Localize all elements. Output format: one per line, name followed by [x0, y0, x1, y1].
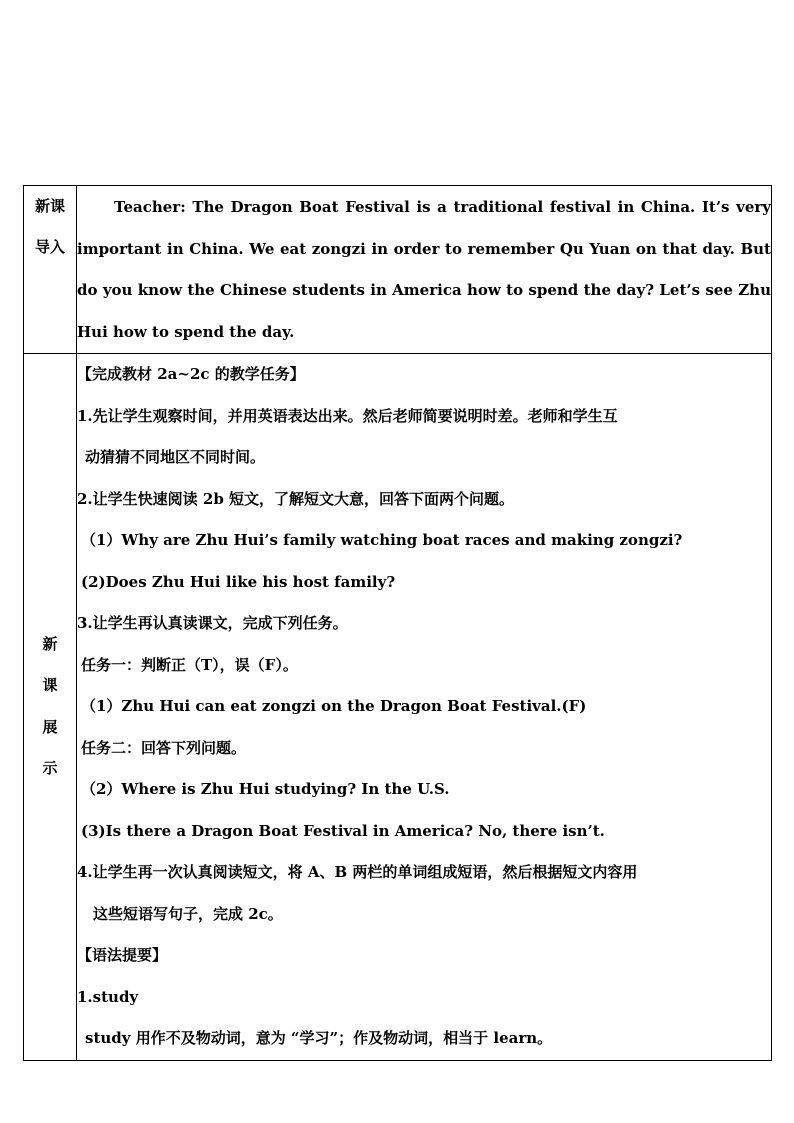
show-label-char: 展: [42, 717, 58, 736]
task2-item-1: （2）Where is Zhu Hui studying? In the U.S.: [81, 780, 450, 798]
task2-item-2: (3)Is there a Dragon Boat Festival in America? No, there isn’t.: [81, 821, 605, 840]
step1-line2: 动猜猜不同地区不同时间。: [85, 448, 266, 466]
task1-label: 任务一：判断正（T），误（F）。: [81, 655, 298, 674]
intro-label-line2: 导入: [34, 238, 65, 256]
intro-content-cell: [77, 186, 772, 354]
intro-text: Teacher: The Dragon Boat Festival is a traditional festival in China. It’s very important in China. We eat zongzi in order to remember Qu Yuan on that day. But do you know the Chinese students in America how to spend the day? Let’s see Zhu Hui how to spend the day.: [77, 198, 771, 341]
intro-row: [24, 186, 772, 354]
show-row: [24, 354, 772, 1061]
step2-line: 2.让学生快速阅读 2b 短文，了解短文大意，回答下面两个问题。: [77, 489, 515, 508]
question-2: (2)Does Zhu Hui like his host family?: [81, 572, 396, 591]
step4-line1: 4.让学生再一次认真阅读短文，将 A、B 两栏的单词组成短语，然后根据短文内容用: [77, 863, 638, 881]
show-label-char: 示: [42, 759, 58, 778]
intro-label-cell: [24, 186, 77, 354]
show-label-char: 新: [42, 634, 58, 653]
grammar-item: 1.study: [77, 987, 139, 1006]
task2-label: 任务二：回答下列问题。: [81, 738, 247, 757]
intro-label-line1: 新课: [34, 197, 65, 215]
task-heading: 【完成教材 2a~2c 的教学任务】: [77, 365, 305, 383]
task1-item: （1）Zhu Hui can eat zongzi on the Dragon Boat Festival.(F): [81, 697, 587, 715]
grammar-heading: 【语法提要】: [77, 946, 168, 964]
show-label-char: 课: [42, 676, 58, 695]
step4-line2: 这些短语写句子，完成 2c。: [93, 904, 283, 923]
lesson-plan-table: [23, 185, 772, 1061]
step3-line: 3.让学生再认真读课文，完成下列任务。: [77, 614, 348, 632]
show-content-cell: [77, 354, 772, 1061]
grammar-note: study 用作不及物动词，意为 “学习”；作及物动词，相当于 learn。: [85, 1029, 553, 1047]
step1-line1: 1.先让学生观察时间，并用英语表达出来。然后老师简要说明时差。老师和学生互: [77, 406, 618, 425]
question-1: （1）Why are Zhu Hui’s family watching boat races and making zongzi?: [81, 531, 683, 549]
show-label-cell: [24, 354, 77, 1061]
